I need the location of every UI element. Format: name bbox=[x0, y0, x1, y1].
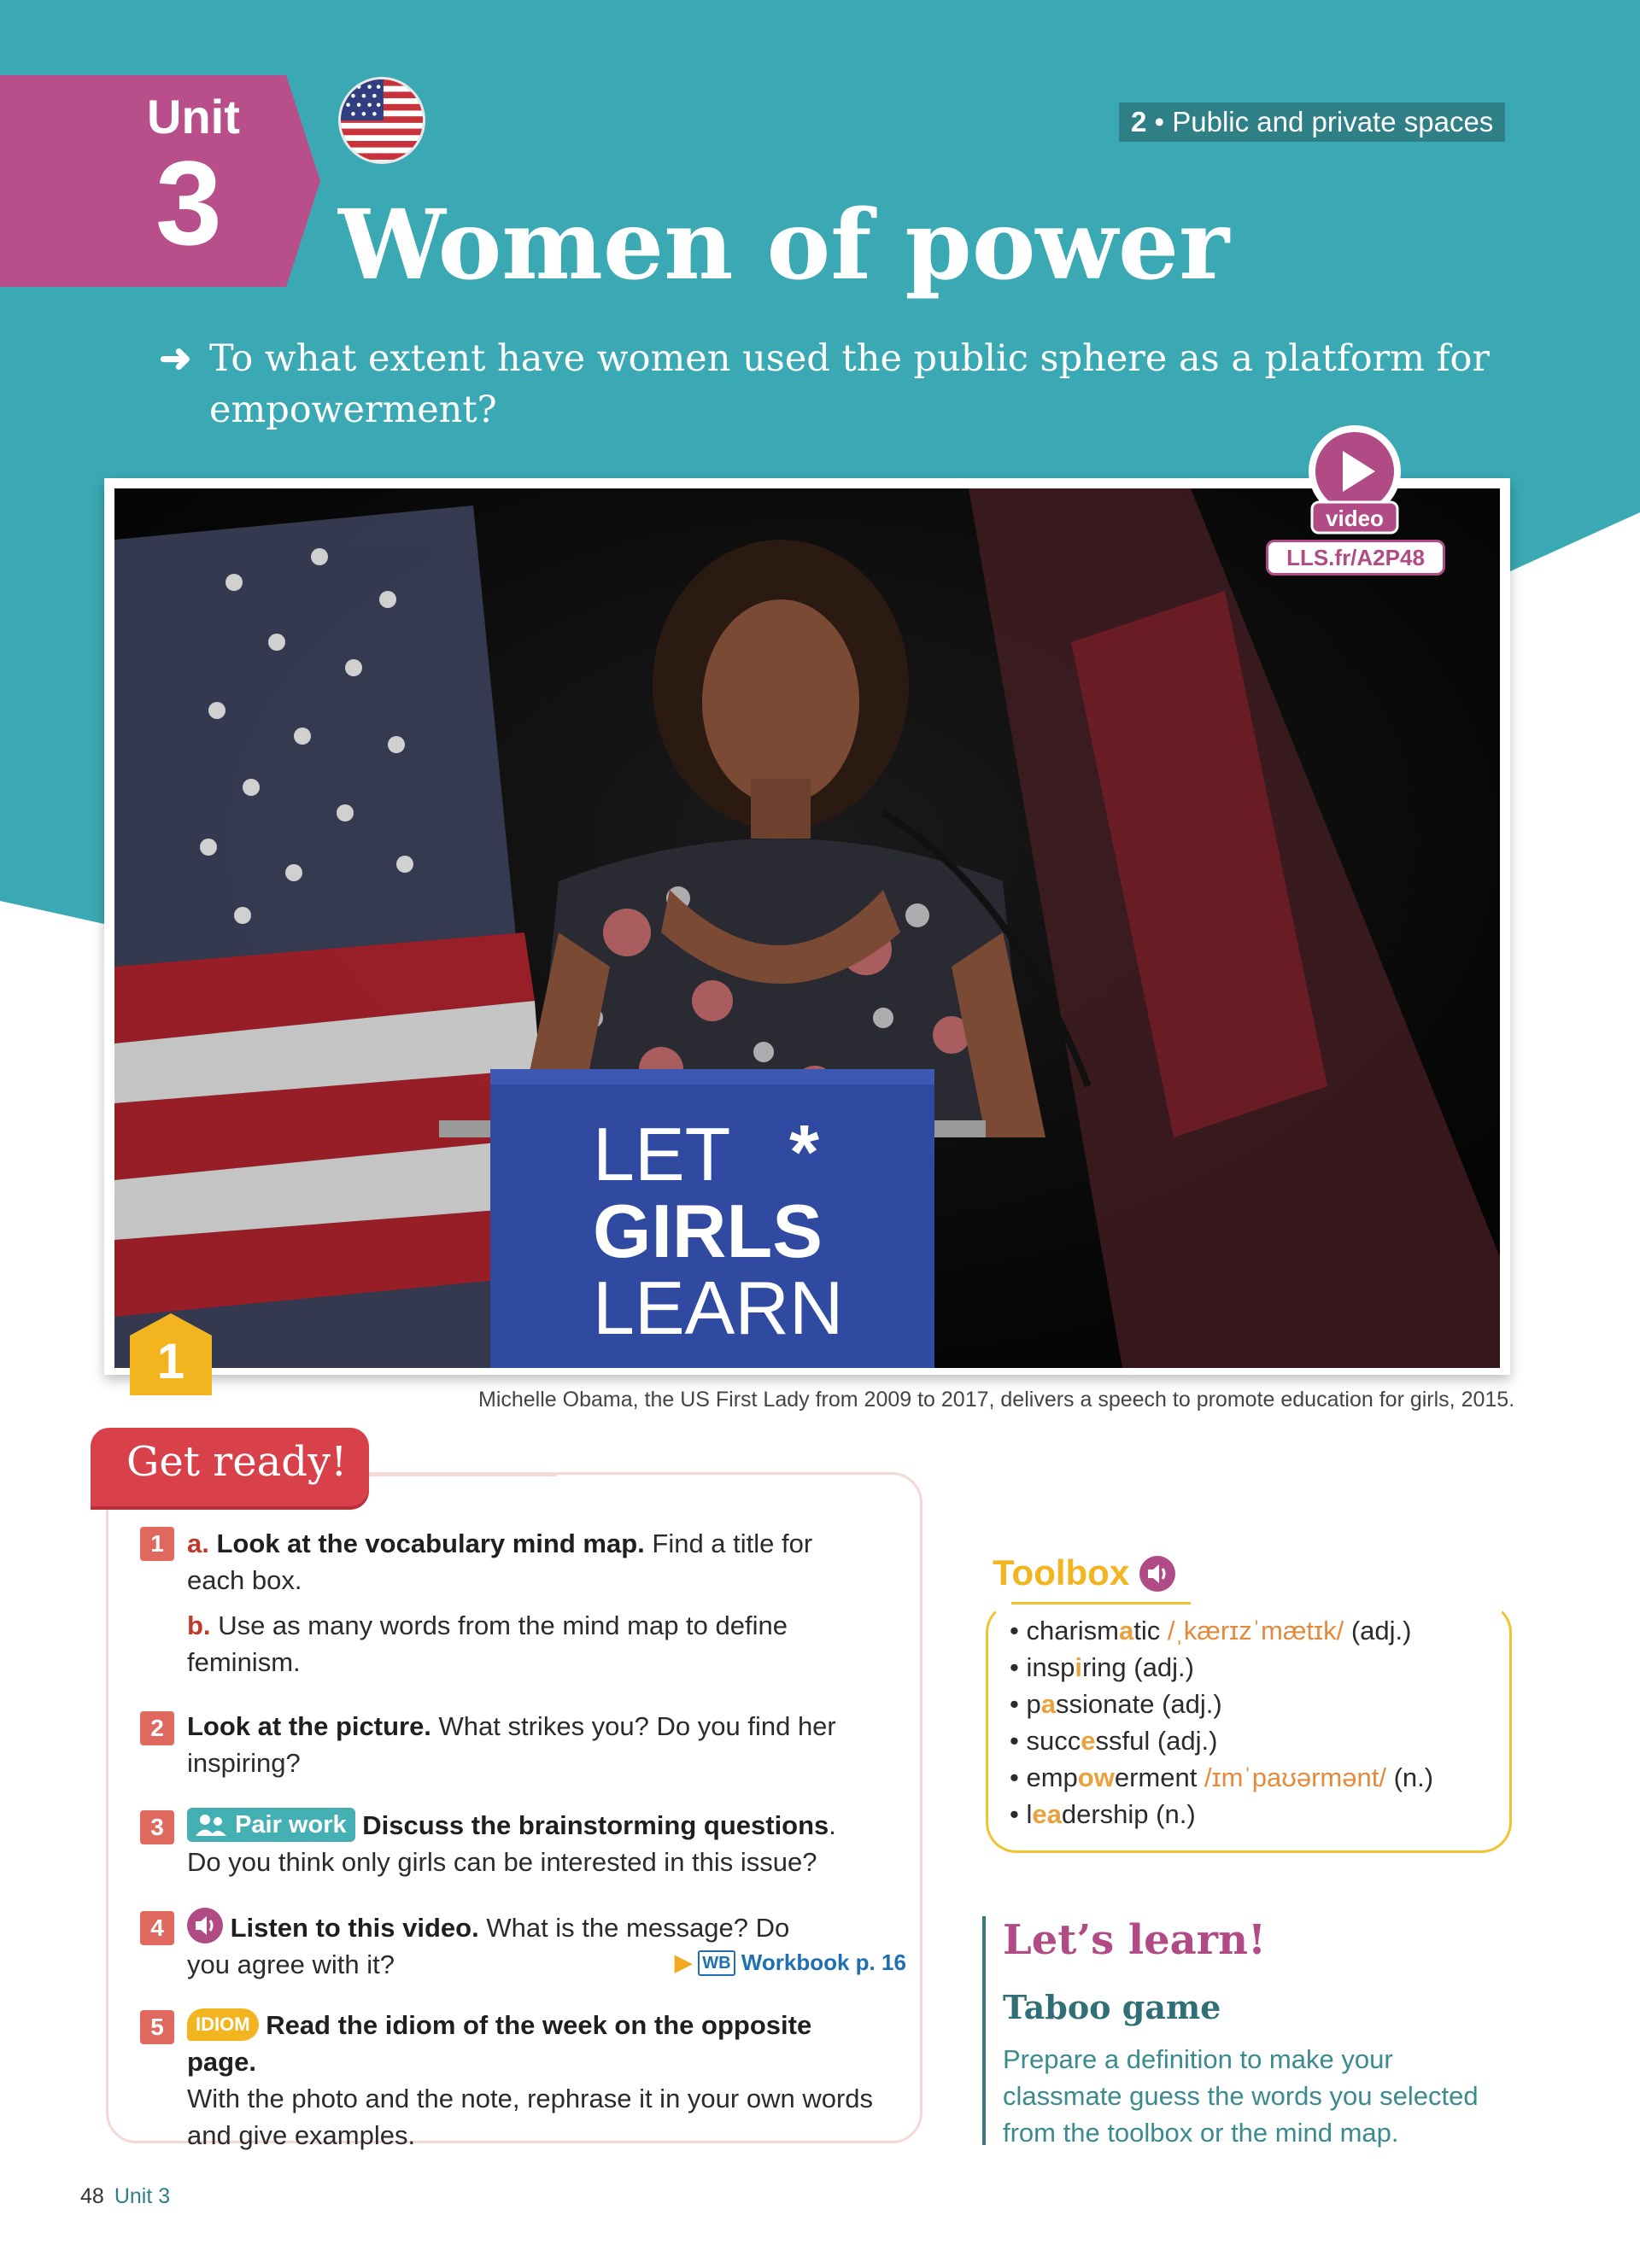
toolbox-word: • empowerment /ɪmˈpaʊərmənt/ (n.) bbox=[1010, 1762, 1434, 1792]
people-icon bbox=[194, 1813, 228, 1837]
speech-photo bbox=[114, 488, 1500, 1368]
workbook-label: Workbook p. 16 bbox=[741, 1949, 906, 1975]
podium-asterisk: * bbox=[789, 1110, 820, 1195]
footer-unit: Unit 3 bbox=[114, 2184, 171, 2208]
unit-number: 3 bbox=[155, 136, 222, 270]
lets-learn-text: Prepare a definition to make your classmate guess the words you selected from the toolbox or the mind map. bbox=[1003, 2044, 1479, 2148]
item-5 bbox=[187, 2007, 887, 2154]
video-link[interactable]: LLS.fr/A2P48 bbox=[1266, 540, 1445, 576]
item-number-1: 1 bbox=[140, 1527, 174, 1561]
toolbox-word: • inspiring (adj.) bbox=[1010, 1652, 1194, 1682]
document-number: 1 bbox=[156, 1334, 185, 1389]
toolbox-word-list bbox=[1010, 1612, 1433, 1833]
item-number-5: 5 bbox=[140, 2010, 174, 2044]
unit-question: To what extent have women used the public sphere as a platform for empowerment? bbox=[209, 337, 1490, 431]
item-1a bbox=[187, 1525, 836, 1599]
audio-icon[interactable] bbox=[187, 1908, 223, 1944]
page-number: 48 bbox=[80, 2184, 104, 2208]
item-number-2: 2 bbox=[140, 1711, 174, 1745]
item-2 bbox=[187, 1708, 836, 1781]
toolbox-title: Toolbox bbox=[993, 1552, 1130, 1593]
item-3 bbox=[187, 1807, 870, 1880]
item-5-rest: With the photo and the note, rephrase it in your own words and give examples. bbox=[187, 2084, 874, 2150]
item-1b-text: Use as many words from the mind map to define feminism. bbox=[187, 1610, 788, 1677]
page-title: Women of power bbox=[338, 190, 1230, 301]
pronunciation: /ɪmˈpaʊərmənt/ bbox=[1204, 1762, 1386, 1792]
podium-line-2: GIRLS bbox=[593, 1189, 823, 1273]
triangle-right-icon: ▶ bbox=[675, 1949, 692, 1975]
item-2-rest: What strikes you? Do you find her inspiring? bbox=[187, 1711, 836, 1778]
section-title: Public and private spaces bbox=[1172, 106, 1494, 137]
pronunciation: /ˌkærɪzˈmætɪk/ bbox=[1167, 1616, 1344, 1645]
item-1a-rest: Find a title for each box. bbox=[187, 1529, 813, 1595]
workbook-reference[interactable] bbox=[675, 1949, 906, 1976]
section-number: 2 bbox=[1131, 106, 1147, 137]
video-label: video bbox=[1326, 506, 1384, 531]
lets-learn-bar bbox=[982, 1916, 986, 2145]
section-tag: 2 • Public and private spaces bbox=[1119, 102, 1505, 142]
lets-learn-subtitle: Taboo game bbox=[1003, 1988, 1221, 2026]
item-4-bold: Listen to this video. bbox=[230, 1913, 479, 1943]
item-4-rest: What is the message? Do you agree with it? bbox=[187, 1913, 790, 1979]
item-2-bold: Look at the picture. bbox=[187, 1711, 431, 1741]
toolbox-word: • passionate (adj.) bbox=[1010, 1689, 1222, 1719]
idiom-badge: IDIOM bbox=[187, 2008, 259, 2041]
get-ready-divider bbox=[369, 1474, 557, 1476]
toolbox-word: • leadership (n.) bbox=[1010, 1799, 1196, 1829]
photo-frame bbox=[104, 478, 1510, 1375]
toolbox-word: • charismatic /ˌkærɪzˈmætɪk/ (adj.) bbox=[1010, 1616, 1412, 1645]
video-button[interactable] bbox=[1307, 424, 1403, 536]
pair-work-badge bbox=[187, 1808, 355, 1842]
item-3-rest: . Do you think only girls can be interested in this issue? bbox=[187, 1810, 836, 1877]
podium-line-1: LET bbox=[593, 1112, 731, 1196]
arrow-right-icon: ➜ bbox=[159, 336, 192, 380]
toolbox-audio-icon[interactable] bbox=[1139, 1556, 1175, 1592]
toolbox-word: • successful (adj.) bbox=[1010, 1726, 1218, 1756]
get-ready-heading: Get ready! bbox=[126, 1438, 348, 1486]
item-number-3: 3 bbox=[140, 1810, 174, 1844]
document-number-badge bbox=[130, 1313, 212, 1395]
item-1b-letter: b. bbox=[187, 1610, 211, 1640]
workbook-icon: WB bbox=[698, 1950, 735, 1976]
item-1a-letter: a. bbox=[187, 1529, 209, 1558]
item-1a-bold: Look at the vocabulary mind map. bbox=[216, 1529, 645, 1558]
unit-label: Unit bbox=[147, 90, 240, 143]
lets-learn-title: Let’s learn! bbox=[1003, 1916, 1267, 1964]
pair-work-label: Pair work bbox=[235, 1811, 347, 1838]
toolbox-top-line bbox=[1011, 1602, 1191, 1605]
page-footer bbox=[80, 2184, 170, 2209]
us-flag-icon bbox=[338, 77, 425, 164]
photo-caption: Michelle Obama, the US First Lady from 2009 to 2017, delivers a speech to promote education for girls, 2015. bbox=[478, 1388, 1515, 1412]
item-1b bbox=[187, 1607, 836, 1681]
podium-line-3: LEARN bbox=[593, 1266, 844, 1350]
item-5-bold: Read the idiom of the week on the opposite page. bbox=[187, 2010, 812, 2077]
item-number-4: 4 bbox=[140, 1911, 174, 1945]
item-3-bold: Discuss the brainstorming questions bbox=[362, 1810, 829, 1840]
